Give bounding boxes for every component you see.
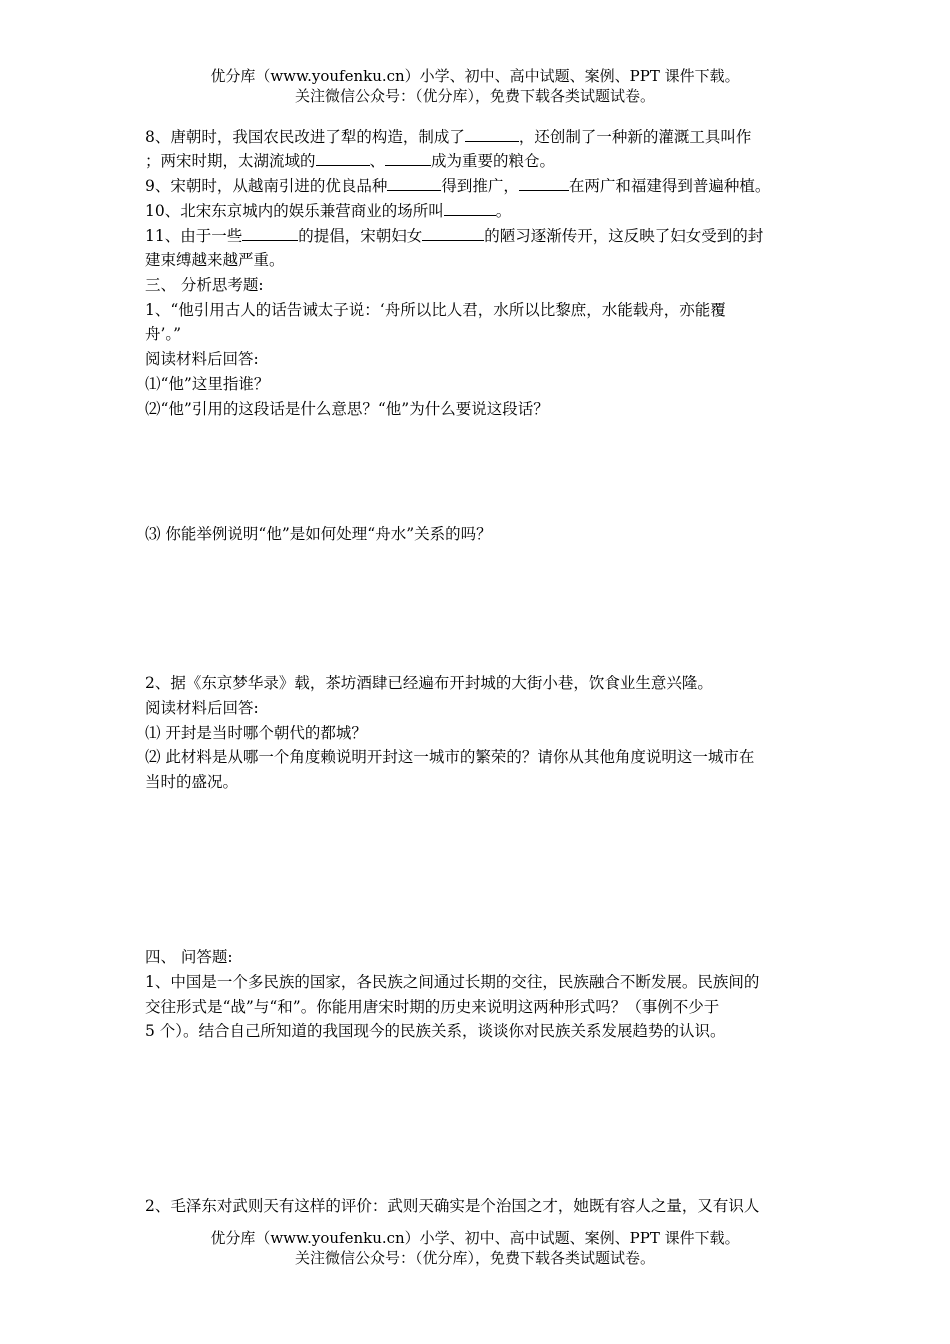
- q8-text-c: ；两宋时期，太湖流域的: [145, 152, 316, 170]
- question-11-line-1: [145, 225, 815, 247]
- s3-q2-sub-2-line-1: ⑵ 此材料是从哪一个角度赖说明开封这一城市的繁荣的？请你从其他角度说明这一城市在: [145, 748, 755, 766]
- s3-q1-line-1: 1、“他引用古人的话告诫太子说：‘舟所以比人君，水所以比黎庶，水能载舟，亦能覆: [145, 301, 726, 319]
- s3-q2-read: 阅读材料后回答:: [145, 699, 259, 717]
- q9-text-c: 在两广和福建得到普遍种植。: [568, 177, 771, 195]
- s4-q1-line-2: 交往形式是“战”与“和”。你能用唐宋时期的历史来说明这两种形式吗？（事例不少于: [145, 998, 720, 1016]
- q9-text-b: 得到推广，: [441, 177, 519, 195]
- q10-text-b: 。: [495, 202, 512, 220]
- page-footer: [0, 1228, 950, 1268]
- s3-q1-sub-3: ⑶ 你能举例说明“他”是如何处理“舟水”关系的吗？: [145, 525, 492, 543]
- q11-text-b: 的提倡，宋朝妇女: [298, 227, 423, 245]
- footer-line-2: 关注微信公众号：（优分库），免费下载各类试题试卷。: [294, 1249, 655, 1267]
- s3-q2-line-1: 2、据《东京梦华录》载，茶坊酒肆已经遍布开封城的大街小巷，饮食业生意兴隆。: [145, 674, 713, 692]
- question-10: [145, 200, 815, 222]
- q11-blank-2: [422, 226, 484, 241]
- question-9: [145, 175, 815, 197]
- q10-text-a: 10、北宋东京城内的娱乐兼营商业的场所叫: [145, 202, 444, 220]
- s4-q1-line-3: 5 个）。结合自己所知道的我国现今的民族关系，谈谈你对民族关系发展趋势的认识。: [145, 1022, 726, 1040]
- q8-text-e: 成为重要的粮仓。: [431, 152, 556, 170]
- q11-blank-1: [242, 226, 298, 241]
- q8-blank-1: [465, 127, 519, 142]
- question-11-line-2: 建束缚越来越严重。: [145, 251, 285, 269]
- section-4-title: 四、 问答题:: [145, 948, 233, 966]
- header-line-1: 优分库（www.youfenku.cn）小学、初中、高中试题、案例、PPT 课件下载。: [210, 67, 740, 85]
- q9-blank-2: [519, 176, 569, 191]
- s3-q1-line-2: 舟’。”: [145, 325, 182, 343]
- q8-text-a: 8、唐朝时，我国农民改进了犁的构造，制成了: [145, 128, 465, 146]
- s3-q2-sub-1: ⑴ 开封是当时哪个朝代的都城？: [145, 724, 367, 742]
- question-8-line-1: [145, 126, 815, 148]
- s3-q1-read: 阅读材料后回答:: [145, 350, 259, 368]
- q9-text-a: 9、宋朝时，从越南引进的优良品种: [145, 177, 388, 195]
- q8-text-d: 、: [369, 152, 386, 170]
- question-8-line-2: [145, 150, 815, 172]
- q8-text-b: ，还创制了一种新的灌溉工具叫作: [518, 128, 752, 146]
- q9-blank-1: [387, 176, 441, 191]
- q10-blank-1: [444, 201, 496, 216]
- s4-q2-line-1: 2、毛泽东对武则天有这样的评价：武则天确实是个治国之才，她既有容人之量，又有识人: [145, 1197, 760, 1215]
- q11-text-c: 的陋习逐渐传开，这反映了妇女受到的封: [484, 227, 764, 245]
- q11-text-a: 11、由于一些: [145, 227, 243, 245]
- s3-q2-sub-2-line-2: 当时的盛况。: [145, 773, 239, 791]
- s4-q1-line-1: 1、中国是一个多民族的国家，各民族之间通过长期的交往，民族融合不断发展。民族间的: [145, 973, 760, 991]
- section-3-title: 三、 分析思考题:: [145, 276, 264, 294]
- s3-q1-sub-2: ⑵“他”引用的这段话是什么意思？“他”为什么要说这段话？: [145, 400, 549, 418]
- header-line-2: 关注微信公众号：（优分库），免费下载各类试题试卷。: [294, 87, 655, 105]
- q8-blank-2: [316, 151, 370, 166]
- footer-line-1: 优分库（www.youfenku.cn）小学、初中、高中试题、案例、PPT 课件下载。: [210, 1229, 740, 1247]
- q8-blank-3: [385, 151, 431, 166]
- s3-q1-sub-1: ⑴“他”这里指谁？: [145, 375, 270, 393]
- page-header: [0, 66, 950, 106]
